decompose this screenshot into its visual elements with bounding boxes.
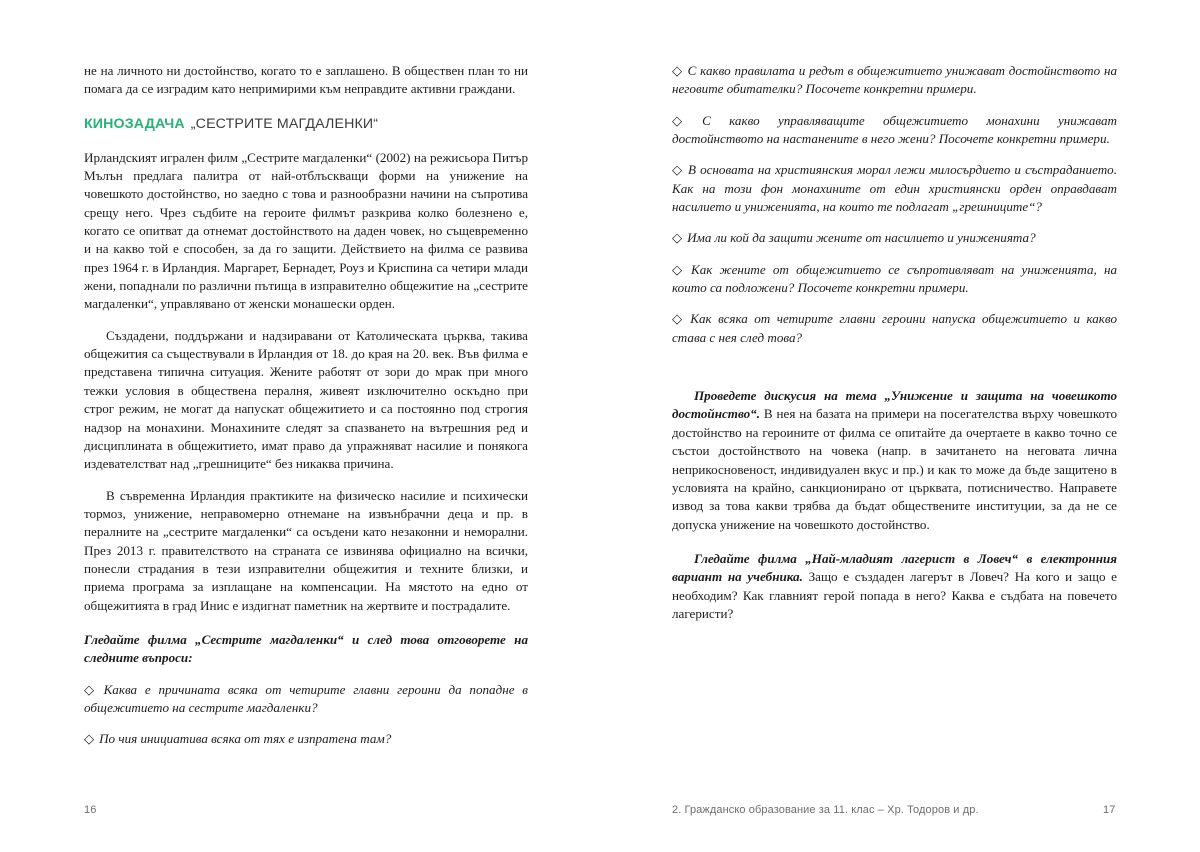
spacer [84, 615, 528, 631]
question-text: По чия инициатива всяка от тях е изпратена там? [99, 731, 392, 747]
spacer [672, 148, 1117, 161]
diamond-bullet-icon: ◇ [672, 63, 683, 78]
spacer [84, 717, 528, 730]
diamond-bullet-icon: ◇ [84, 681, 99, 697]
section-heading [84, 115, 528, 133]
question-item [672, 261, 1117, 298]
question-item [84, 730, 528, 748]
diamond-bullet-icon: ◇ [672, 112, 698, 128]
question-item [672, 62, 1117, 99]
right-column-text [672, 62, 1117, 623]
question-text: Има ли кой да защити жените от насилието и униженията? [687, 230, 1036, 246]
spacer [672, 248, 1117, 261]
left-column-text [84, 62, 528, 749]
page-number-left: 16 [84, 804, 97, 816]
spacer [84, 668, 528, 681]
section-heading-keyword: КИНОЗАДАЧА [84, 115, 185, 132]
discussion-task [672, 387, 1117, 534]
diamond-bullet-icon: ◇ [672, 230, 683, 246]
spacer [84, 474, 528, 487]
spacer [84, 133, 528, 149]
question-item [672, 161, 1117, 216]
continued-paragraph: не на личното ни достойнство, когато то е заплашено. В обществен план то ни помага да се изградим като непримирими към неправдите активни граждани. [84, 63, 528, 97]
question-text: С какво правилата и редът в общежитието унижават достойнството на неговите обитателки? Посочете конкретни примери. [672, 63, 1117, 97]
spacer [84, 314, 528, 327]
spacer [672, 297, 1117, 310]
film-task-lead: Гледайте филма „Най-младият лагерист в Ловеч“ в електронния вариант на учебника. [672, 550, 1117, 585]
diamond-bullet-icon: ◇ [672, 311, 686, 327]
film-task-body: Защо е създаден лагерът в Ловеч? На кого и защо е необходим? Как главният герой попада в него? Каква е съдбата на повечето лагеристи? [672, 569, 1117, 621]
page-right [600, 0, 1200, 852]
diamond-bullet-icon: ◇ [84, 731, 95, 747]
task-prompt: Гледайте филма „Сестрите магдаленки“ и след това отговорете на следните въпроси: [84, 631, 528, 666]
question-text: Каква е причината всяка от четирите главни героини да попадне в общежитието на сестрите магдаленки? [84, 681, 528, 715]
spacer [672, 99, 1117, 112]
body-paragraph-2: Създадени, поддържани и надзиравани от Католическата църква, такива общежития са съществували в Ирландия от 18. до края на 20. век. Във филма е представена типична ситуация. Жените работят от зори до мрак при много тежки условия в обществена пералня, живеят изключително оскъдно при строг режим, не могат да напускат общежитието и са постоянно под строгия надзор на монахини. Монахините следят за спазването на вътрешния ред и дисциплината в общежитието, имат право да упражняват насилие и понякога издевателстват над „грешниците“ без никаква причина. [84, 327, 528, 472]
section-heading-title: „СЕСТРИТЕ МАГДАЛЕНКИ“ [190, 115, 379, 132]
question-item [84, 681, 528, 718]
question-text: Как жените от общежитието се съпротивляват на униженията, на които са подложени? Посочете конкретни примери. [672, 261, 1118, 296]
question-text: В основата на християнския морал лежи милосърдието и състраданието. Как на този фон монахините от един християнски орден оправдават насилието и униженията, на които те подлагат „грешниците“? [672, 162, 1117, 215]
footer-credit: 2. Гражданско образование за 11. клас – Хр. Тодоров и др. [672, 804, 979, 816]
spacer [84, 99, 528, 115]
spacer [672, 347, 1117, 387]
question-text: Как всяка от четирите главни героини напуска общежитието и какво става с нея след това? [672, 311, 1117, 345]
spacer [672, 534, 1117, 550]
discussion-task-lead: Проведете дискусия на тема „Унижение и защита на човешкото достойнство“. [672, 388, 1117, 422]
body-paragraph-3: В съвременна Ирландия практиките на физическо насилие и психически тормоз, унижение, неправомерно отнемане на извънбрачни деца и пр. в пералните на „сестрите магдаленки“ са осъдени като незаконни и неморални. През 2013 г. правителството на страната се извинява официално на всички, понесли страдания в тези изправителни общежития и техните близки, и приема програма за изплащане на компенсации. На мястото на едно от общежитията в град Инис е издигнат паметник на жертвите и пострадалите. [84, 487, 528, 613]
question-item [672, 112, 1117, 149]
question-item [672, 229, 1117, 247]
page-number-right: 17 [1103, 804, 1116, 816]
question-item [672, 310, 1117, 347]
question-text: С какво управляващите общежитието монахини унижават достойнството на настанените в него жени? Посочете конкретни примери. [672, 112, 1117, 147]
body-paragraph-1: Ирландският игрален филм „Сестрите магдаленки“ (2002) на режисьора Питър Мълън предлага палитра от най-отблъскващи форми на унижение на човешкото достойнство, но заедно с това и разнообразни начини на съпротива срещу него. Чрез съдбите на героите филмът разкрива колко болезнено е, когато се опитват да отнемат достойнството на даден човек, но същевременно и на какво той е способен, за да го защити. Действието на филма се развива през 1964 г. в Ирландия. Маргарет, Бернадет, Роуз и Криспина са четири млади жени, попаднали по различни пътища в изправително общежитие на „сестрите магдаленки“, управлявано от женски монашески орден. [84, 149, 528, 312]
discussion-task-body: В нея на базата на примери на посегателства върху човешкото достойнство на героините от филма се опитайте да очертаете в какво точно се състои достойнството на човека (напр. в зачитането на неговата лична неприкосновеност, индивидуален вкус и пр.) и как то може да бъде защитено в условията на крайно, санкционирано от църквата, потисничество. Направете извод за това какви трябва да бъдат обществените институции, за да не се допуска унижение на човешкото достойнство. [672, 406, 1117, 532]
film-task [672, 550, 1117, 623]
diamond-bullet-icon: ◇ [672, 261, 686, 277]
diamond-bullet-icon: ◇ [672, 162, 683, 178]
spacer [672, 216, 1117, 229]
